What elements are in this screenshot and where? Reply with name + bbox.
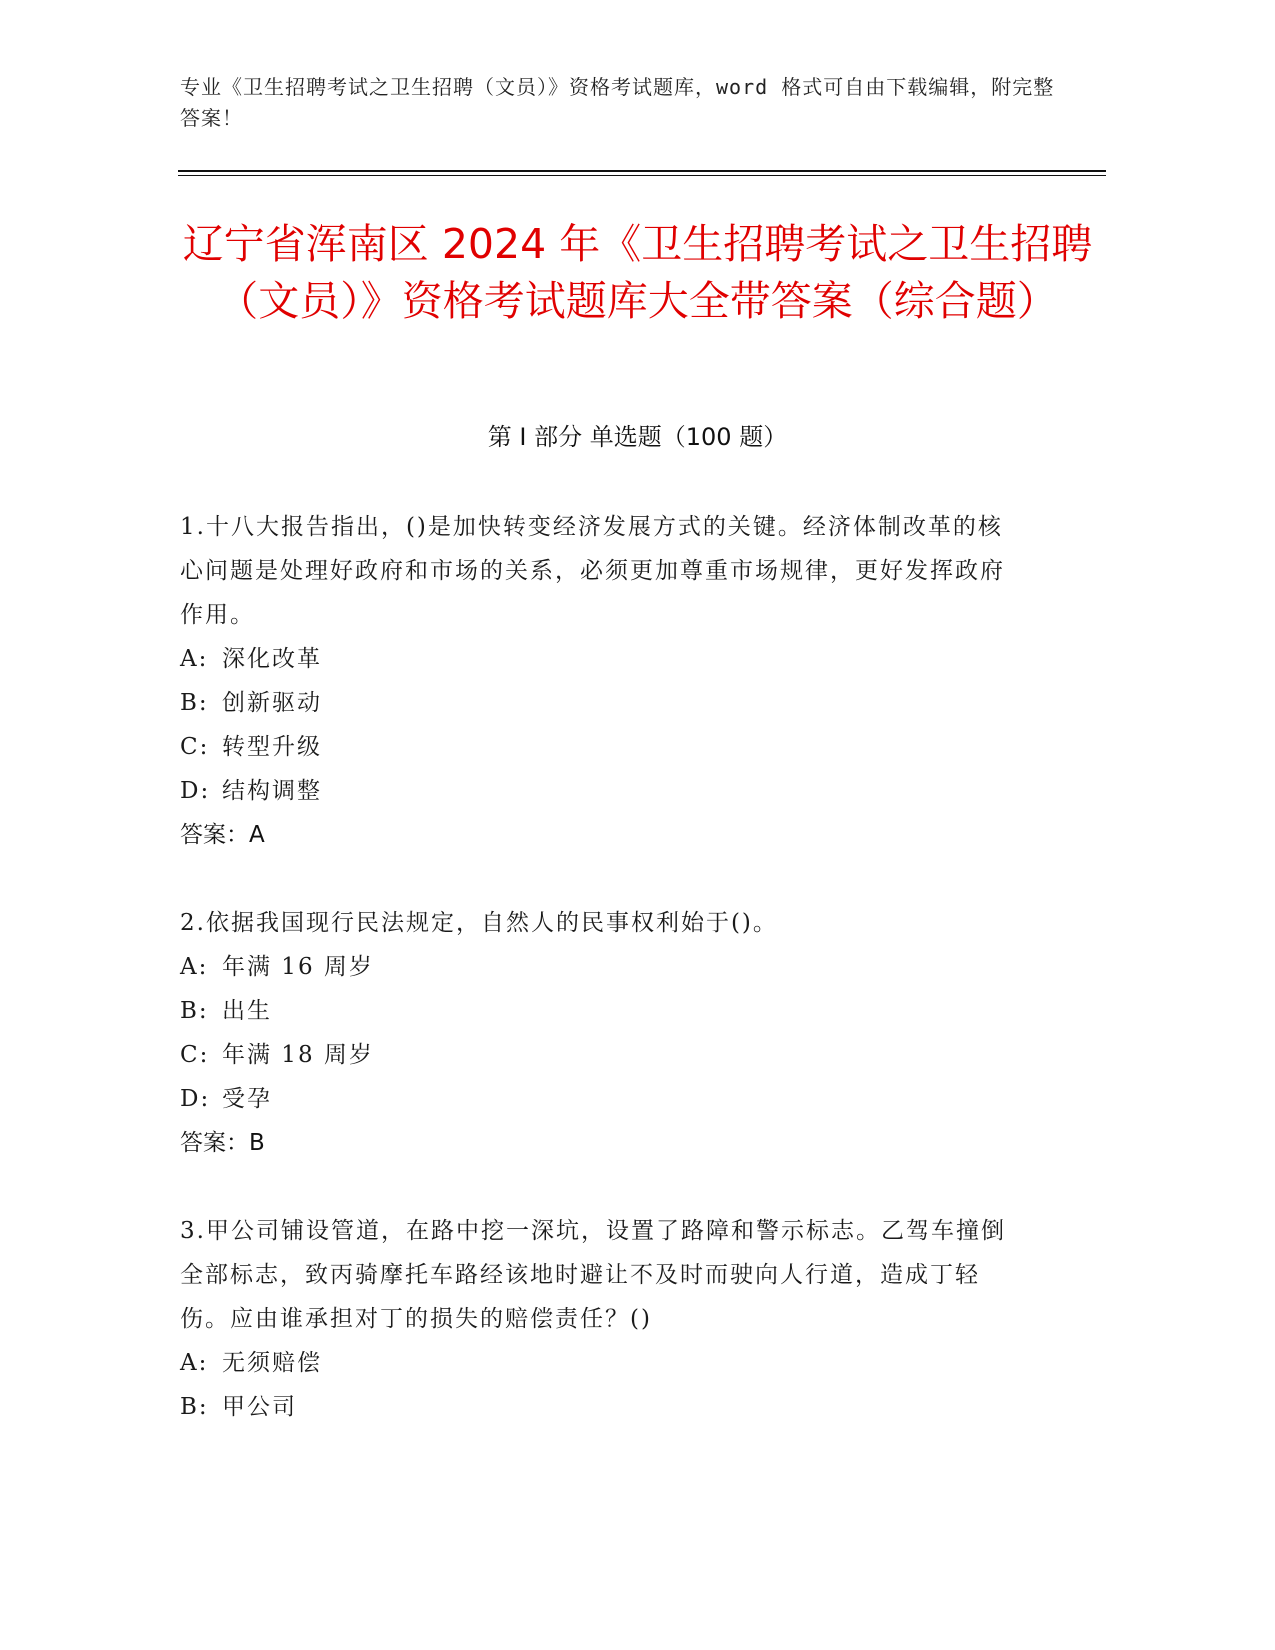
option-b: [180, 681, 1020, 725]
option-key: B:: [180, 690, 209, 716]
question-3: [180, 1209, 1020, 1429]
option-d: [180, 1077, 1020, 1121]
question-list: [180, 505, 1020, 1473]
option-text: 甲公司: [222, 1394, 297, 1420]
option-d: [180, 769, 1020, 813]
question-2: [180, 901, 1020, 1165]
option-a: [180, 945, 1020, 989]
answer: 答案：A: [180, 822, 265, 848]
option-key: C:: [180, 1042, 210, 1068]
option-b: [180, 1385, 1020, 1429]
option-text: 深化改革: [222, 646, 322, 672]
question-stem: 3.甲公司铺设管道，在路中挖一深坑，设置了路障和警示标志。乙驾车撞倒全部标志，致丙骑摩托车路经该地时避让不及时而驶向人行道，造成丁轻伤。应由谁承担对丁的损失的赔偿责任？(): [180, 1218, 1006, 1332]
option-c: [180, 725, 1020, 769]
option-text: 年满 16 周岁: [222, 954, 374, 980]
option-text: 无须赔偿: [222, 1350, 322, 1376]
option-text: 出生: [222, 998, 272, 1024]
option-key: D:: [180, 1086, 211, 1112]
section-title: 第 I 部分 单选题（100 题）: [487, 423, 788, 451]
option-a: [180, 1341, 1020, 1385]
option-key: A:: [180, 1350, 209, 1376]
option-text: 创新驱动: [222, 690, 322, 716]
option-key: C:: [180, 734, 210, 760]
option-text: 结构调整: [222, 778, 322, 804]
option-b: [180, 989, 1020, 1033]
question-stem: 2.依据我国现行民法规定，自然人的民事权利始于()。: [180, 910, 778, 936]
option-key: B:: [180, 1394, 209, 1420]
option-key: D:: [180, 778, 211, 804]
header-divider: [178, 170, 1106, 172]
document-title: 辽宁省浑南区 2024 年《卫生招聘考试之卫生招聘（文员）》资格考试题库大全带答案（综合题）: [182, 220, 1093, 325]
header-note: 专业《卫生招聘考试之卫生招聘（文员）》资格考试题库，word 格式可自由下载编辑，附完整答案！: [180, 75, 1055, 130]
option-a: [180, 637, 1020, 681]
header-divider-thin: [178, 175, 1106, 176]
answer: 答案：B: [180, 1130, 265, 1156]
option-c: [180, 1033, 1020, 1077]
option-key: A:: [180, 954, 209, 980]
option-text: 转型升级: [222, 734, 322, 760]
question-1: [180, 505, 1020, 857]
question-stem: 1.十八大报告指出，()是加快转变经济发展方式的关键。经济体制改革的核心问题是处理好政府和市场的关系，必须更加尊重市场规律，更好发挥政府作用。: [180, 514, 1005, 628]
option-key: A:: [180, 646, 209, 672]
option-text: 年满 18 周岁: [222, 1042, 374, 1068]
option-key: B:: [180, 998, 209, 1024]
option-text: 受孕: [222, 1086, 272, 1112]
